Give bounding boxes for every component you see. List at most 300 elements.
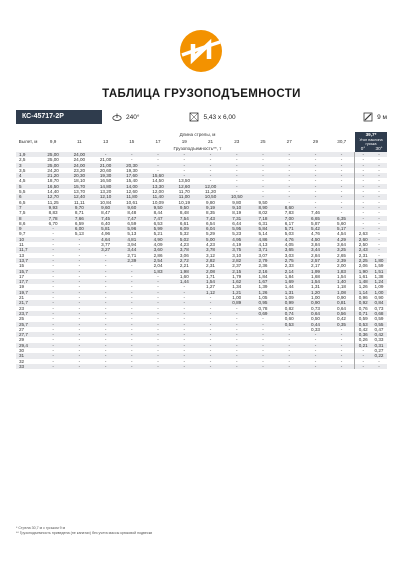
capacity-cell: - bbox=[92, 332, 118, 337]
capacity-caption: Грузоподъемность**, т bbox=[173, 146, 222, 152]
boom-length-header: 9,9 bbox=[49, 139, 57, 145]
capacity-cell: - bbox=[171, 290, 197, 295]
capacity-cell: 1,00 bbox=[371, 290, 387, 295]
capacity-cell: - bbox=[145, 274, 171, 279]
reach-cell: 8,6 bbox=[16, 221, 40, 226]
capacity-cell: - bbox=[250, 364, 276, 369]
capacity-cell: - bbox=[371, 184, 387, 189]
capacity-cell: 1,68 bbox=[302, 274, 328, 279]
info-bar bbox=[16, 110, 387, 124]
capacity-cell: 21,00 bbox=[92, 163, 118, 168]
capacity-cell: - bbox=[302, 353, 328, 358]
capacity-cell: - bbox=[302, 332, 328, 337]
capacity-cell: - bbox=[371, 194, 387, 199]
capacity-cell: 7,47 bbox=[119, 216, 145, 221]
capacity-cell: 3,65 bbox=[276, 247, 302, 252]
jib-header-value: 39,7* bbox=[355, 132, 387, 138]
capacity-cell: - bbox=[66, 327, 92, 332]
capacity-cell: - bbox=[92, 253, 118, 258]
capacity-cell: - bbox=[302, 194, 328, 199]
capacity-cell: - bbox=[145, 306, 171, 311]
footnote-1: * Стрела 30,7 м с гуськом 9 м bbox=[16, 526, 66, 530]
capacity-cell: 3,78 bbox=[197, 247, 223, 252]
reach-cell: 7 bbox=[16, 205, 40, 210]
capacity-cell: - bbox=[329, 168, 355, 173]
capacity-cell: - bbox=[92, 295, 118, 300]
capacity-cell: - bbox=[224, 332, 250, 337]
capacity-cell: - bbox=[40, 348, 66, 353]
capacity-cell: - bbox=[145, 279, 171, 284]
capacity-cell: 9,19 bbox=[197, 205, 223, 210]
capacity-cell: 5,71 bbox=[276, 226, 302, 231]
rotation-info bbox=[112, 112, 139, 122]
capacity-cell: - bbox=[329, 364, 355, 369]
capacity-cell: 1,51 bbox=[371, 269, 387, 274]
capacity-cell: - bbox=[171, 311, 197, 316]
capacity-cell: 0,76 bbox=[355, 306, 371, 311]
reach-cell: 7,5 bbox=[16, 210, 40, 215]
capacity-cell: 5,23 bbox=[224, 231, 250, 236]
capacity-cell: - bbox=[250, 189, 276, 194]
capacity-cell: 1,38 bbox=[371, 274, 387, 279]
reach-header: Вылет, м bbox=[18, 139, 38, 144]
capacity-cell: - bbox=[40, 284, 66, 289]
capacity-cell: 0,90 bbox=[302, 300, 328, 305]
reach-cell: 17 bbox=[16, 274, 40, 279]
reach-cell: 21,7 bbox=[16, 300, 40, 305]
jib-info bbox=[363, 112, 387, 122]
capacity-cell: 11,00 bbox=[171, 194, 197, 199]
reach-cell: 11,7 bbox=[16, 247, 40, 252]
capacity-cell: - bbox=[119, 332, 145, 337]
capacity-cell: 1,44 bbox=[276, 284, 302, 289]
capacity-cell: 1,71 bbox=[197, 274, 223, 279]
capacity-cell: 10,50 bbox=[197, 194, 223, 199]
capacity-cell: - bbox=[92, 343, 118, 348]
reach-cell: 13 bbox=[16, 253, 40, 258]
capacity-cell: - bbox=[197, 306, 223, 311]
capacity-cell: - bbox=[145, 322, 171, 327]
capacity-cell: - bbox=[92, 359, 118, 364]
capacity-cell: - bbox=[40, 311, 66, 316]
capacity-cell: - bbox=[329, 178, 355, 183]
capacity-cell: - bbox=[371, 152, 387, 157]
capacity-cell: - bbox=[40, 337, 66, 342]
capacity-cell: 4,76 bbox=[302, 231, 328, 236]
capacity-cell: 2,65 bbox=[329, 253, 355, 258]
capacity-cell: 0,64 bbox=[329, 306, 355, 311]
capacity-cell: - bbox=[197, 337, 223, 342]
capacity-cell: 9,80 bbox=[224, 200, 250, 205]
capacity-cell: 0,71 bbox=[355, 311, 371, 316]
capacity-cell: - bbox=[224, 178, 250, 183]
capacity-cell: - bbox=[119, 152, 145, 157]
capacity-cell: - bbox=[197, 152, 223, 157]
capacity-cell: 12,60 bbox=[171, 184, 197, 189]
capacity-cell: - bbox=[355, 200, 371, 205]
capacity-cell: 9,70 bbox=[66, 205, 92, 210]
capacity-cell: - bbox=[66, 343, 92, 348]
capacity-cell: - bbox=[355, 173, 371, 178]
reach-cell: 3,5 bbox=[16, 168, 40, 173]
capacity-cell: - bbox=[171, 353, 197, 358]
capacity-cell: - bbox=[145, 311, 171, 316]
capacity-cell: 4,19 bbox=[224, 242, 250, 247]
capacity-cell: - bbox=[171, 152, 197, 157]
capacity-cell: - bbox=[276, 332, 302, 337]
capacity-cell: 1,00 bbox=[302, 295, 328, 300]
capacity-cell: - bbox=[119, 263, 145, 268]
capacity-table bbox=[16, 132, 387, 369]
capacity-cell: 3,44 bbox=[302, 247, 328, 252]
capacity-cell: - bbox=[197, 348, 223, 353]
capacity-cell: 2,21 bbox=[171, 263, 197, 268]
capacity-cell: 1,60 bbox=[171, 274, 197, 279]
capacity-cell: - bbox=[145, 364, 171, 369]
capacity-cell: 4,81 bbox=[119, 237, 145, 242]
capacity-cell: - bbox=[250, 359, 276, 364]
capacity-cell: - bbox=[329, 327, 355, 332]
capacity-cell: - bbox=[119, 322, 145, 327]
capacity-cell: - bbox=[171, 316, 197, 321]
capacity-cell: - bbox=[355, 152, 371, 157]
capacity-cell: - bbox=[66, 242, 92, 247]
capacity-cell: - bbox=[66, 269, 92, 274]
capacity-cell: - bbox=[92, 284, 118, 289]
capacity-cell: 24,00 bbox=[66, 163, 92, 168]
capacity-cell: - bbox=[276, 200, 302, 205]
capacity-cell: - bbox=[371, 226, 387, 231]
capacity-cell: - bbox=[355, 168, 371, 173]
capacity-cell: - bbox=[276, 343, 302, 348]
capacity-cell: - bbox=[250, 163, 276, 168]
capacity-cell: 0,73 bbox=[302, 306, 328, 311]
capacity-cell: - bbox=[92, 290, 118, 295]
capacity-cell: - bbox=[66, 300, 92, 305]
capacity-cell: 7,43 bbox=[197, 216, 223, 221]
capacity-cell: - bbox=[197, 327, 223, 332]
capacity-cell: 6,65 bbox=[302, 216, 328, 221]
capacity-cell: - bbox=[276, 157, 302, 162]
capacity-cell: - bbox=[40, 332, 66, 337]
capacity-cell: 2,16 bbox=[250, 269, 276, 274]
capacity-cell: - bbox=[66, 295, 92, 300]
capacity-cell: - bbox=[250, 157, 276, 162]
capacity-cell: - bbox=[145, 353, 171, 358]
capacity-cell: - bbox=[329, 205, 355, 210]
capacity-cell: 8,48 bbox=[171, 210, 197, 215]
capacity-cell: 2,50 bbox=[355, 242, 371, 247]
capacity-cell: 1,69 bbox=[276, 279, 302, 284]
capacity-cell: 3,71 bbox=[250, 247, 276, 252]
capacity-cell: - bbox=[197, 157, 223, 162]
capacity-cell: - bbox=[355, 221, 371, 226]
capacity-cell: - bbox=[171, 322, 197, 327]
rotation-value: 240° bbox=[126, 113, 140, 121]
capacity-cell: - bbox=[224, 322, 250, 327]
capacity-cell: - bbox=[329, 343, 355, 348]
capacity-cell: - bbox=[119, 337, 145, 342]
capacity-cell: 4,05 bbox=[276, 242, 302, 247]
capacity-cell: - bbox=[224, 173, 250, 178]
capacity-cell: 2,31 bbox=[197, 263, 223, 268]
capacity-cell: 0,55 bbox=[371, 322, 387, 327]
capacity-cell: 1,24 bbox=[371, 279, 387, 284]
capacity-cell: 21,20 bbox=[40, 173, 66, 178]
capacity-cell: - bbox=[171, 337, 197, 342]
capacity-cell: 2,84 bbox=[302, 253, 328, 258]
capacity-cell: - bbox=[355, 226, 371, 231]
capacity-cell: 3,78 bbox=[171, 247, 197, 252]
boom-range-value: 5,43 х 6,00 bbox=[203, 113, 236, 121]
capacity-cell: 12,70 bbox=[40, 194, 66, 199]
reach-cell: 5 bbox=[16, 184, 40, 189]
capacity-cell: 6,40 bbox=[92, 221, 118, 226]
capacity-cell: 5,21 bbox=[145, 231, 171, 236]
boom-length-header: 17 bbox=[155, 139, 161, 145]
capacity-cell: - bbox=[276, 178, 302, 183]
capacity-cell: 6,59 bbox=[119, 221, 145, 226]
capacity-cell: - bbox=[371, 216, 387, 221]
capacity-cell: 0,27 bbox=[371, 348, 387, 353]
reach-cell: 9,7 bbox=[16, 231, 40, 236]
capacity-cell: - bbox=[171, 173, 197, 178]
capacity-cell: 0,78 bbox=[250, 306, 276, 311]
boom-length-header: 15 bbox=[129, 139, 135, 145]
capacity-cell: - bbox=[355, 157, 371, 162]
capacity-cell: 5,03 bbox=[276, 231, 302, 236]
capacity-cell: 2,43 bbox=[355, 247, 371, 252]
capacity-cell: 18,10 bbox=[66, 178, 92, 183]
capacity-cell: - bbox=[66, 306, 92, 311]
capacity-cell: 0,81 bbox=[329, 300, 355, 305]
capacity-cell: 12,10 bbox=[92, 194, 118, 199]
capacity-cell: 8,60 bbox=[276, 205, 302, 210]
capacity-cell: 13,20 bbox=[92, 189, 118, 194]
capacity-cell: 2,82 bbox=[224, 258, 250, 263]
capacity-cell: - bbox=[224, 343, 250, 348]
capacity-cell: - bbox=[302, 168, 328, 173]
capacity-cell: 1,90 bbox=[355, 269, 371, 274]
capacity-cell: - bbox=[250, 168, 276, 173]
capacity-cell: 11,25 bbox=[40, 200, 66, 205]
capacity-cell: - bbox=[92, 311, 118, 316]
capacity-cell: - bbox=[355, 178, 371, 183]
capacity-cell: - bbox=[40, 322, 66, 327]
capacity-cell: - bbox=[66, 348, 92, 353]
reach-cell: 31 bbox=[16, 353, 40, 358]
capacity-cell: 7,46 bbox=[302, 210, 328, 215]
capacity-cell: 1,84 bbox=[276, 274, 302, 279]
capacity-cell: 9,50 bbox=[250, 200, 276, 205]
capacity-cell: - bbox=[197, 311, 223, 316]
capacity-cell: 6,53 bbox=[145, 221, 171, 226]
capacity-cell: 2,82 bbox=[197, 258, 223, 263]
capacity-cell: - bbox=[302, 348, 328, 353]
capacity-cell: 8,71 bbox=[66, 210, 92, 215]
capacity-cell: 7,83 bbox=[276, 210, 302, 215]
capacity-cell: - bbox=[145, 295, 171, 300]
capacity-cell: 1,08 bbox=[329, 290, 355, 295]
capacity-cell: 20,30 bbox=[119, 163, 145, 168]
capacity-cell: 1,14 bbox=[355, 290, 371, 295]
capacity-cell: - bbox=[371, 231, 387, 236]
capacity-cell: - bbox=[197, 295, 223, 300]
capacity-cell: - bbox=[92, 327, 118, 332]
capacity-cell: 20,30 bbox=[66, 173, 92, 178]
capacity-cell: 8,44 bbox=[145, 210, 171, 215]
capacity-cell: - bbox=[66, 290, 92, 295]
capacity-cell: - bbox=[250, 337, 276, 342]
page-title: ТАБЛИЦА ГРУЗОПОДЪЕМНОСТИ bbox=[102, 88, 301, 100]
capacity-cell: 0,26 bbox=[355, 337, 371, 342]
capacity-cell: 18,70 bbox=[40, 178, 66, 183]
capacity-cell: - bbox=[145, 343, 171, 348]
capacity-cell: - bbox=[66, 359, 92, 364]
reach-cell: 23,7 bbox=[16, 311, 40, 316]
capacity-cell: - bbox=[66, 337, 92, 342]
capacity-cell: 0,56 bbox=[329, 311, 355, 316]
reach-cell: 4,5 bbox=[16, 178, 40, 183]
capacity-cell: - bbox=[371, 359, 387, 364]
capacity-cell: 3,06 bbox=[171, 253, 197, 258]
capacity-cell: - bbox=[145, 359, 171, 364]
capacity-cell: 2,25 bbox=[355, 258, 371, 263]
reach-cell: 19 bbox=[16, 284, 40, 289]
capacity-cell: 8,47 bbox=[92, 210, 118, 215]
capacity-cell: 1,84 bbox=[250, 274, 276, 279]
capacity-cell: 9,10 bbox=[224, 205, 250, 210]
reach-cell: 8 bbox=[16, 216, 40, 221]
capacity-cell: - bbox=[355, 353, 371, 358]
jib-angle-30: 30° bbox=[371, 146, 387, 152]
capacity-cell: 21,00 bbox=[92, 157, 118, 162]
capacity-cell: 2,37 bbox=[224, 263, 250, 268]
capacity-cell: - bbox=[276, 359, 302, 364]
reach-cell: 21 bbox=[16, 295, 40, 300]
capacity-cell: 7,00 bbox=[276, 216, 302, 221]
capacity-cell: - bbox=[40, 353, 66, 358]
capacity-cell: - bbox=[66, 247, 92, 252]
reach-cell: 2,5 bbox=[16, 157, 40, 162]
capacity-cell: 2,04 bbox=[145, 263, 171, 268]
capacity-cell: - bbox=[224, 184, 250, 189]
capacity-cell: - bbox=[329, 210, 355, 215]
capacity-cell: - bbox=[250, 316, 276, 321]
capacity-cell: - bbox=[371, 168, 387, 173]
capacity-cell: - bbox=[40, 327, 66, 332]
capacity-cell: 6,59 bbox=[66, 221, 92, 226]
footnote-2: ** Грузоподъемность приведена (не канатах) без учета массы крюковой подвески bbox=[16, 531, 153, 535]
jib-value: 9 м bbox=[377, 113, 387, 121]
capacity-cell: 0,96 bbox=[355, 295, 371, 300]
reach-cell: 29,4 bbox=[16, 343, 40, 348]
capacity-cell: 2,36 bbox=[250, 263, 276, 268]
capacity-cell: 1,39 bbox=[250, 284, 276, 289]
capacity-cell: 12,40 bbox=[66, 194, 92, 199]
capacity-cell: - bbox=[276, 184, 302, 189]
capacity-cell: 24,20 bbox=[40, 168, 66, 173]
capacity-cell: - bbox=[171, 168, 197, 173]
capacity-cell: - bbox=[371, 189, 387, 194]
capacity-cell: - bbox=[355, 189, 371, 194]
capacity-cell: 6,35 bbox=[329, 216, 355, 221]
reach-cell: 25 bbox=[16, 316, 40, 321]
capacity-cell: 3,84 bbox=[302, 242, 328, 247]
capacity-cell: - bbox=[145, 290, 171, 295]
capacity-cell: 25,00 bbox=[40, 157, 66, 162]
capacity-cell: 9,93 bbox=[40, 205, 66, 210]
capacity-cell: - bbox=[119, 295, 145, 300]
capacity-cell: - bbox=[355, 364, 371, 369]
capacity-cell: - bbox=[250, 178, 276, 183]
reach-cell: 13,7 bbox=[16, 258, 40, 263]
capacity-cell: - bbox=[329, 337, 355, 342]
capacity-cell: 14,50 bbox=[145, 178, 171, 183]
capacity-cell: - bbox=[197, 316, 223, 321]
capacity-cell: - bbox=[119, 343, 145, 348]
capacity-cell: 1,67 bbox=[250, 279, 276, 284]
capacity-cell: 0,64 bbox=[302, 311, 328, 316]
boom-length-header: 13 bbox=[103, 139, 109, 145]
capacity-cell: - bbox=[329, 194, 355, 199]
capacity-cell: 1,80 bbox=[371, 258, 387, 263]
capacity-cell: - bbox=[66, 263, 92, 268]
capacity-cell: 0,47 bbox=[371, 327, 387, 332]
capacity-cell: - bbox=[302, 178, 328, 183]
capacity-cell: - bbox=[224, 152, 250, 157]
capacity-cell: 7,18 bbox=[250, 216, 276, 221]
capacity-cell: 1,20 bbox=[302, 290, 328, 295]
capacity-cell: 0,33 bbox=[302, 327, 328, 332]
capacity-cell: - bbox=[66, 322, 92, 327]
capacity-cell: - bbox=[224, 157, 250, 162]
capacity-cell: 5,14 bbox=[250, 231, 276, 236]
capacity-cell: - bbox=[92, 300, 118, 305]
capacity-cell: 5,29 bbox=[197, 231, 223, 236]
capacity-cell: - bbox=[171, 300, 197, 305]
capacity-cell: 0,60 bbox=[276, 316, 302, 321]
capacity-cell: - bbox=[40, 237, 66, 242]
capacity-cell: - bbox=[40, 253, 66, 258]
capacity-cell: 4,76 bbox=[276, 237, 302, 242]
capacity-cell: - bbox=[302, 343, 328, 348]
capacity-cell: 4,90 bbox=[145, 237, 171, 242]
capacity-cell: 1,12 bbox=[197, 290, 223, 295]
capacity-cell: 4,86 bbox=[250, 237, 276, 242]
capacity-cell: - bbox=[145, 327, 171, 332]
capacity-cell: 5,81 bbox=[92, 226, 118, 231]
capacity-cell: 0,22 bbox=[371, 353, 387, 358]
reach-cell: 15,7 bbox=[16, 269, 40, 274]
capacity-cell: - bbox=[276, 189, 302, 194]
capacity-cell: - bbox=[329, 359, 355, 364]
capacity-cell: 5,95 bbox=[224, 226, 250, 231]
capacity-cell: 5,87 bbox=[302, 221, 328, 226]
capacity-cell: 3,12 bbox=[197, 253, 223, 258]
capacity-cell: 5,84 bbox=[250, 226, 276, 231]
reach-cell: 29 bbox=[16, 337, 40, 342]
capacity-cell: 1,05 bbox=[250, 295, 276, 300]
capacity-cell: - bbox=[302, 337, 328, 342]
capacity-cell: 8,90 bbox=[250, 205, 276, 210]
boom-length-header: 23 bbox=[234, 139, 240, 145]
capacity-cell: 15,70 bbox=[66, 184, 92, 189]
capacity-cell: - bbox=[371, 237, 387, 242]
capacity-cell: 3,07 bbox=[250, 253, 276, 258]
capacity-cell: 16,50 bbox=[40, 184, 66, 189]
capacity-cell: 0,42 bbox=[329, 316, 355, 321]
